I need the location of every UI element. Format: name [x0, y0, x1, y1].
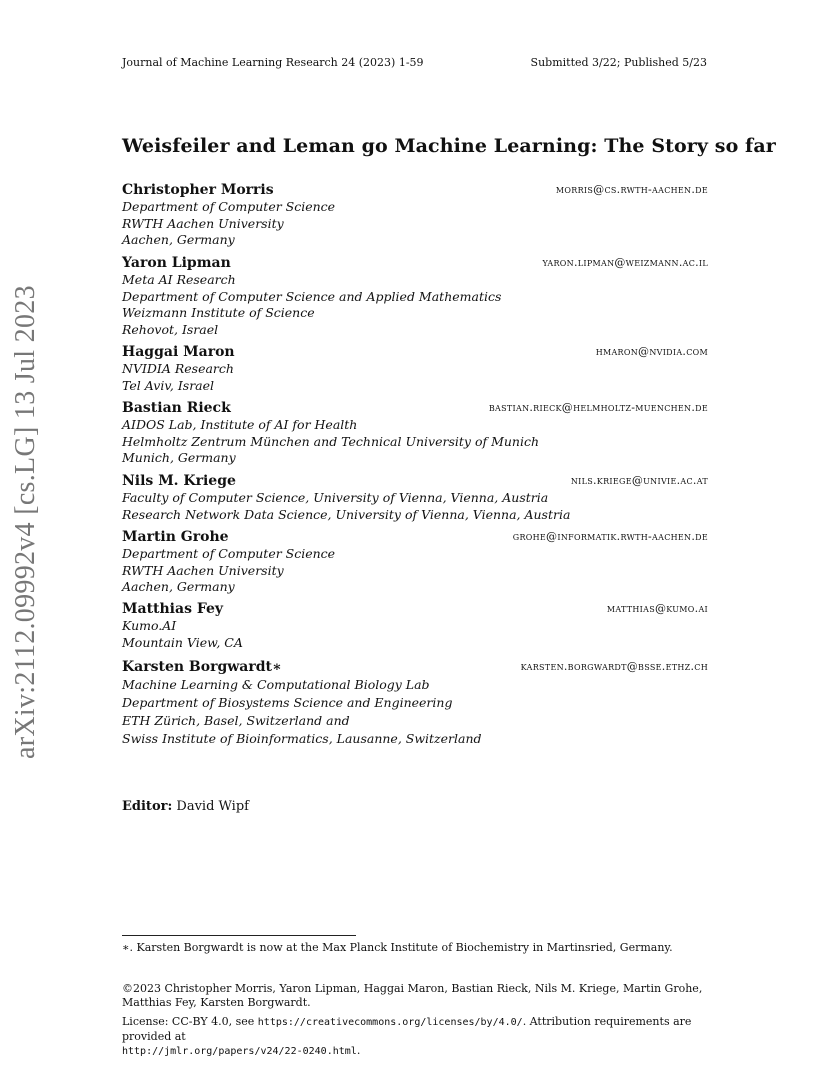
arxiv-side-stamp: arXiv:2112.09992v4 [cs.LG] 13 Jul 2023 [10, 285, 41, 759]
author-email: karsten.borgwardt@bsse.ethz.ch [520, 660, 708, 673]
author-block [122, 343, 708, 394]
author-affiliation: Helmholtz Zentrum München and Technical University of Munich [122, 433, 540, 449]
footnote-rule [122, 935, 356, 936]
author-block [122, 658, 708, 748]
author-affiliation: Department of Computer Science [122, 546, 336, 561]
author-affiliation: Department of Computer Science [122, 199, 336, 214]
author-affiliation: Meta AI Research [122, 272, 236, 287]
author-affiliation: NVIDIA Research [122, 361, 234, 376]
license-suffix: . [356, 1044, 361, 1057]
author-affiliation: Mountain View, CA [122, 634, 243, 650]
author-affiliation: Swiss Institute of Bioinformatics, Lausanne, Switzerland [122, 731, 482, 746]
paper-link[interactable]: http://jmlr.org/papers/v24/22-0240.html [122, 1046, 357, 1057]
author-affiliation: RWTH Aachen University [122, 215, 284, 231]
journal-header: Journal of Machine Learning Research 24 (2023) 1-59 [122, 56, 424, 69]
author-affiliation: Rehovot, Israel [122, 321, 219, 337]
author-affiliation: Department of Biosystems Science and Engineering [122, 695, 453, 710]
author-name: Martin Grohe [122, 529, 229, 545]
author-affiliation: AIDOS Lab, Institute of AI for Health [122, 417, 358, 432]
author-email: nils.kriege@univie.ac.at [570, 474, 708, 487]
license-prefix: License: CC-BY 4.0, see [122, 1015, 258, 1028]
author-name: Bastian Rieck [122, 400, 231, 416]
license-link[interactable]: https://creativecommons.org/licenses/by/4.0/ [257, 1017, 523, 1028]
author-affiliation: Kumo.AI [122, 618, 177, 633]
author-email: morris@cs.rwth-aachen.de [555, 183, 708, 196]
author-name: Haggai Maron [122, 344, 235, 360]
author-affiliation: Machine Learning & Computational Biology Lab [122, 677, 430, 692]
author-email: grohe@informatik.rwth-aachen.de [512, 530, 708, 543]
author-email: bastian.rieck@helmholtz-muenchen.de [488, 401, 708, 414]
license-notice [122, 1015, 708, 1059]
author-email: hmaron@nvidia.com [595, 345, 708, 358]
author-name: Yaron Lipman [122, 255, 231, 271]
author-affiliation: RWTH Aachen University [122, 562, 284, 578]
editor-line [122, 799, 249, 814]
author-affiliation: Research Network Data Science, University of Vienna, Vienna, Austria [122, 506, 571, 522]
author-block [122, 399, 708, 467]
author-affiliation: ETH Zürich, Basel, Switzerland and [122, 713, 350, 728]
author-block [122, 181, 708, 249]
footnote: ∗. Karsten Borgwardt is now at the Max Planck Institute of Biochemistry in Martinsried, Germany. [122, 941, 673, 954]
author-block [122, 472, 708, 523]
author-email: matthias@kumo.ai [606, 602, 708, 615]
author-name: Nils M. Kriege [122, 473, 236, 489]
author-affiliation: Aachen, Germany [122, 232, 235, 247]
author-block [122, 528, 708, 596]
author-name: Karsten Borgwardt∗ [122, 659, 282, 675]
author-affiliation: Munich, Germany [122, 450, 236, 465]
copyright-notice: ©2023 Christopher Morris, Yaron Lipman, Haggai Maron, Bastian Rieck, Nils M. Kriege, Martin Grohe, Matthias Fey, Karsten Borgwardt. [122, 982, 703, 1009]
editor-label: Editor: [122, 799, 173, 814]
submission-dates: Submitted 3/22; Published 5/23 [530, 56, 707, 69]
paper-title: Weisfeiler and Leman go Machine Learning: The Story so far [122, 135, 776, 157]
author-affiliation: Tel Aviv, Israel [122, 377, 215, 393]
author-block [122, 600, 708, 651]
author-affiliation: Department of Computer Science and Applied Mathematics [122, 288, 502, 304]
author-name: Christopher Morris [122, 182, 274, 198]
editor-name: David Wipf [176, 799, 249, 814]
author-affiliation: Faculty of Computer Science, University of Vienna, Vienna, Austria [122, 490, 549, 505]
author-block [122, 254, 708, 338]
author-name: Matthias Fey [122, 601, 224, 617]
author-affiliation: Weizmann Institute of Science [122, 305, 315, 320]
author-affiliation: Aachen, Germany [122, 579, 235, 594]
license-middle: . Attribution requirements are provided at [122, 1015, 692, 1043]
author-email: yaron.lipman@weizmann.ac.il [542, 256, 708, 269]
